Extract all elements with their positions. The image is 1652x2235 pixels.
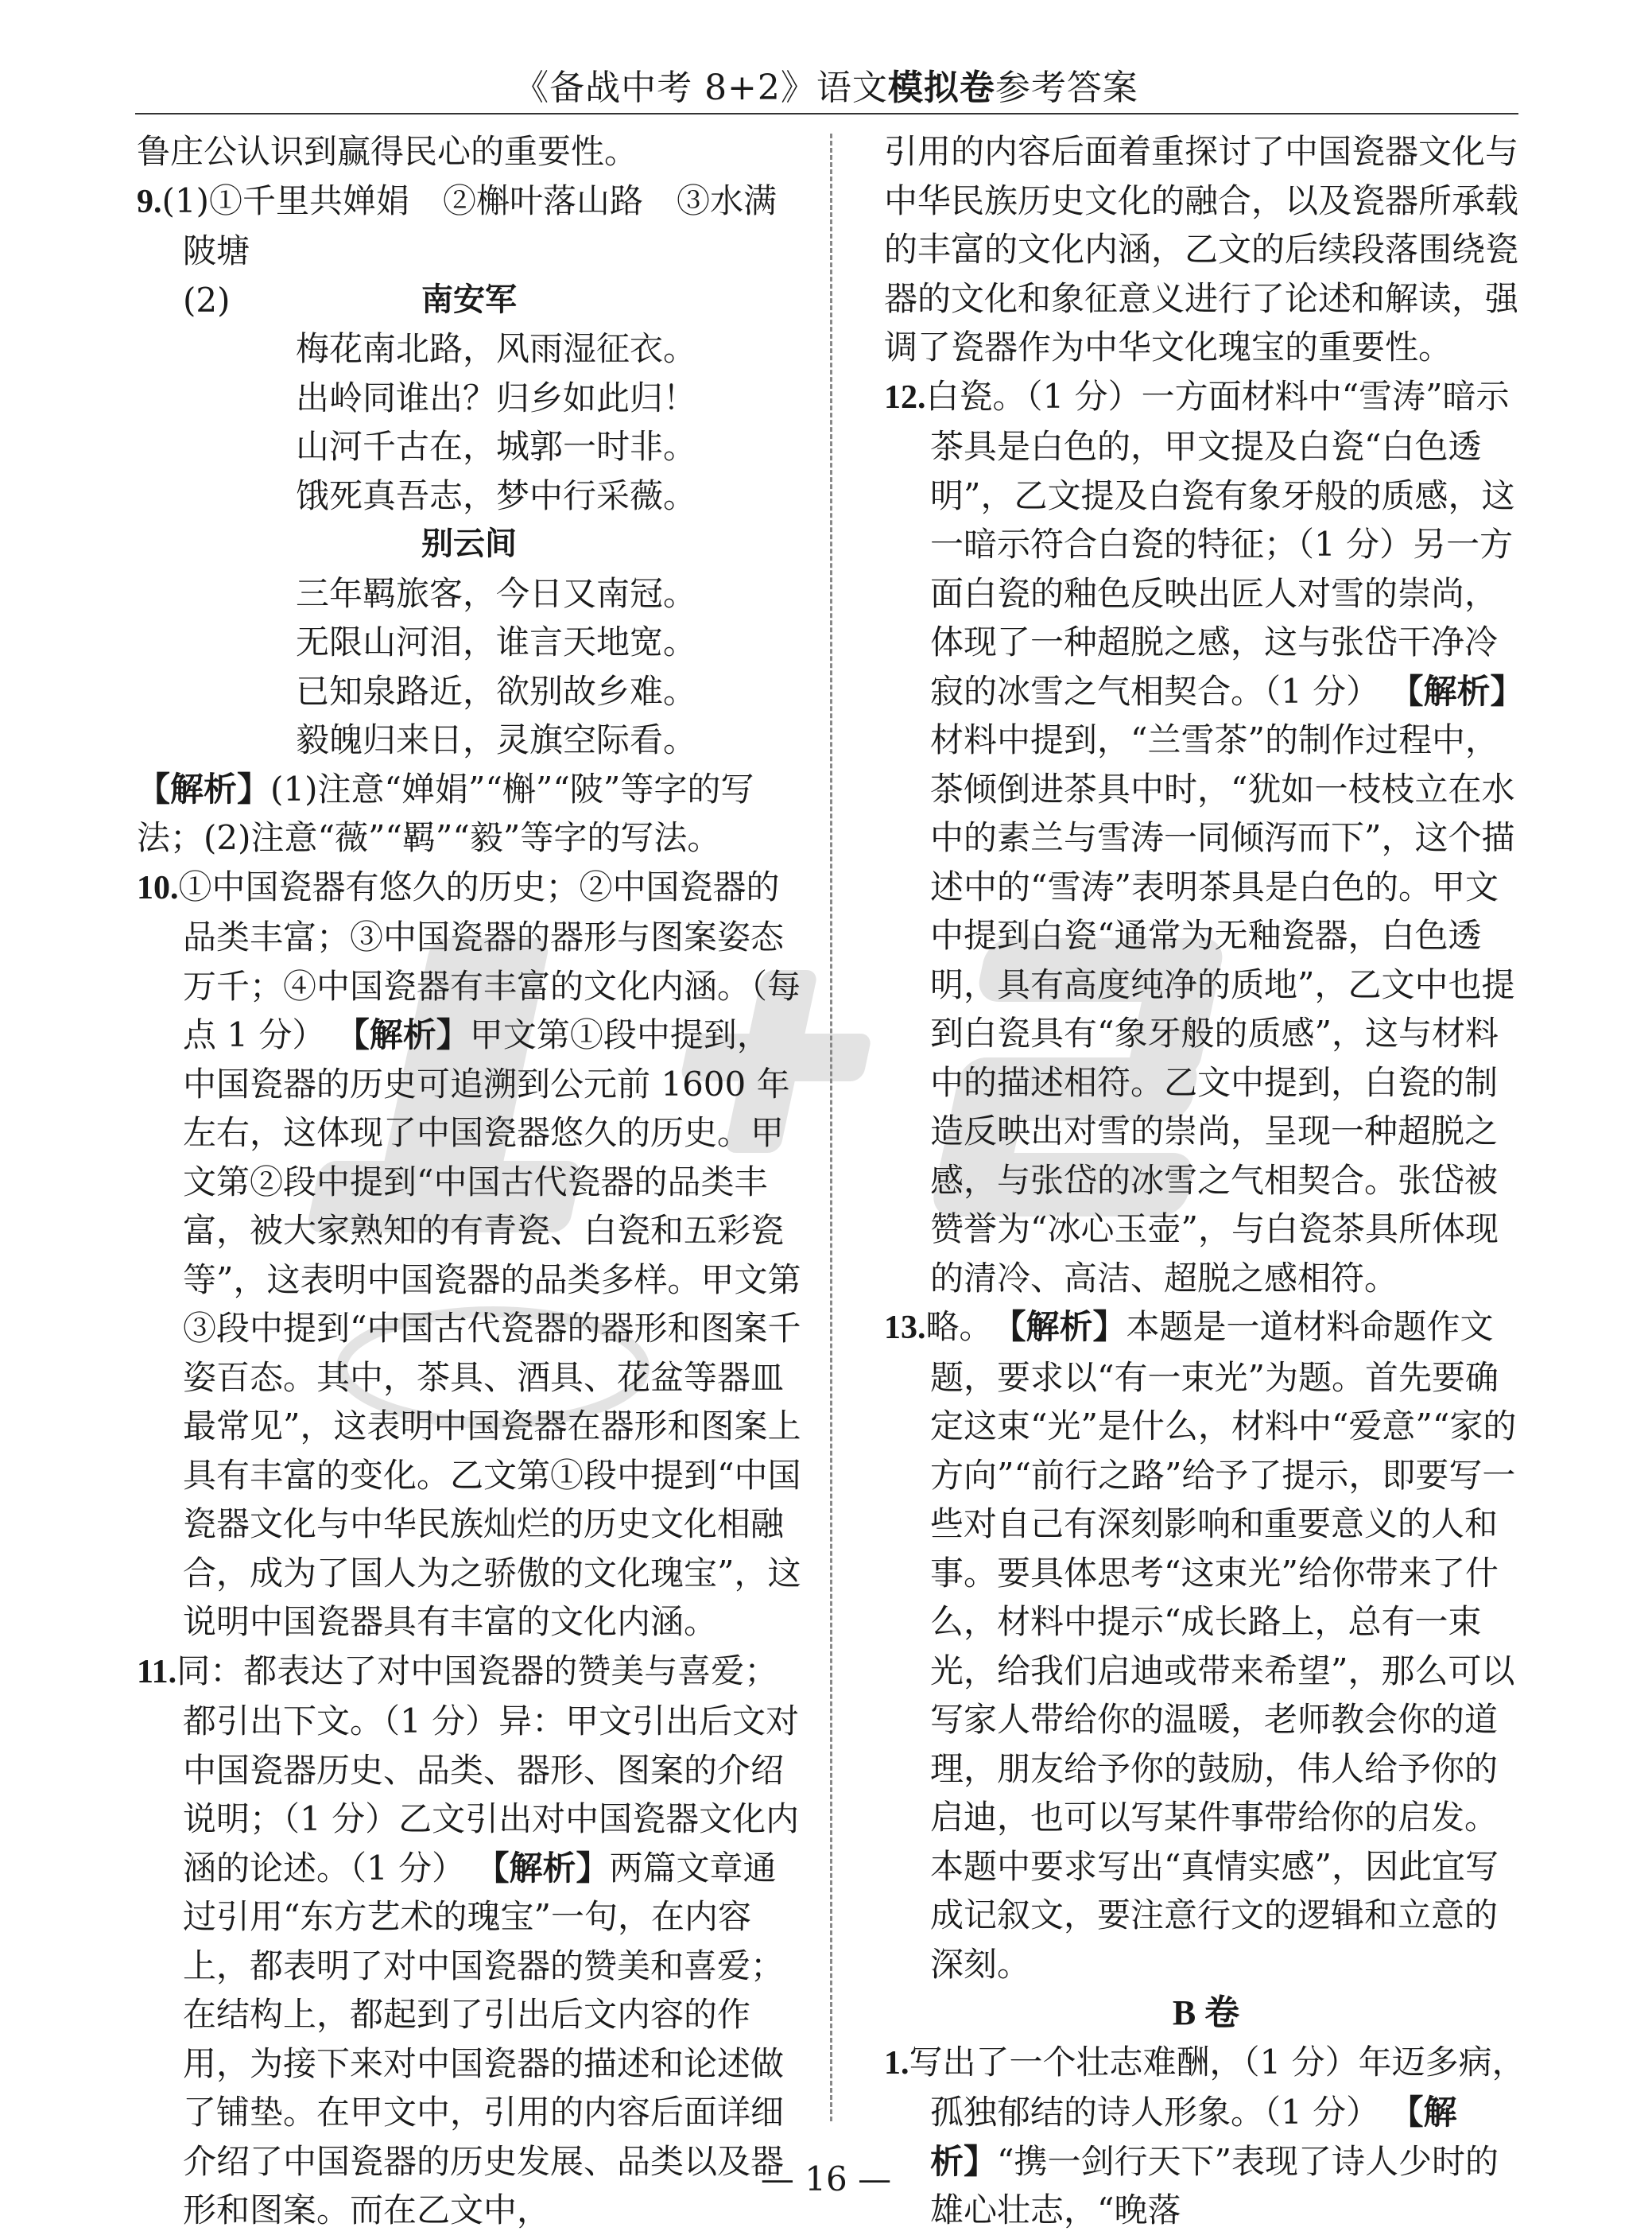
poem-line: 饿死真吾志，梦中行采薇。 — [296, 475, 697, 515]
poem-line: 出岭同谁出？归乡如此归！ — [296, 378, 697, 417]
poem-title: 南安军 — [421, 281, 517, 318]
analysis-text: 本题是一道材料命题作文题，要求以“有一束光”为题。首先要确定这束“光”是什么，材料中“爱意”“家的方向”“前行之路”给予了提示，即要写一些对自己有深刻影响和重要意义的人和事。要具体思考“这束光”给你带来了什么，材料中提示“成长路上，总有一束光，给我们启迪或带来希望”，那么可以写家人带给你的温暖，老师教会你的道理，朋友给予你的鼓励，伟人给予你的启迪，也可以写某件事带给你的启发。本题中要求写出“真情实感”，因此宜写成记叙文，要注意行文的逻辑和立意的深刻。 — [930, 1307, 1517, 1984]
question-13 — [884, 1302, 1528, 1989]
analysis-label: 【解析】 — [137, 769, 271, 809]
sub-label: (2) — [183, 280, 231, 320]
poem-line: 山河千古在，城郭一时非。 — [296, 427, 697, 466]
question-number: 9. — [137, 183, 162, 220]
analysis-label: 【解析】 — [1009, 1307, 1127, 1346]
analysis-label: 【解析】 — [930, 2093, 1457, 2181]
answer-text: 写出了一个壮志难酬，（1 分）年迈多病，孤独郁结的诗人形象。（1 分） — [909, 2042, 1526, 2132]
poem-line: 毅魄归来日，灵旗空际看。 — [296, 720, 697, 759]
question-9 — [137, 177, 801, 863]
poem-line: 三年羁旅客，今日又南冠。 — [296, 573, 697, 613]
analysis-text: (1)注意“婵娟”“槲”“陂”等字的写法；(2)注意“薇”“羁”“毅”等字的写法。 — [137, 769, 754, 857]
poem-title: 别云间 — [421, 526, 517, 562]
question-11 — [137, 1647, 801, 2235]
answer-text: 略。 — [925, 1307, 976, 1346]
analysis-label: 【解析】 — [475, 1848, 610, 1888]
poem-line: 梅花南北路，风雨湿征衣。 — [296, 329, 697, 368]
page-number: — 16 — — [760, 2159, 892, 2198]
answer-text: 同：都表达了对中国瓷器的赞美与喜爱；都引出下文。（1 分）异：甲文引出后文对中国瓷器历史、品类、器形、图案的介绍说明；（1 分）乙文引出对中国瓷器文化内涵的论述。（1 分） — [176, 1651, 800, 1888]
answer-text: ①中国瓷器有悠久的历史；②中国瓷器的品类丰富；③中国瓷器的器形与图案姿态万千；④中国瓷器有丰富的文化内涵。（每点 1 分） — [178, 867, 801, 1054]
answer-text: (1)①千里共婵娟 ②槲叶落山路 ③水满陂塘 — [161, 180, 777, 270]
question-number: 1. — [884, 2044, 909, 2082]
poem-line: 无限山河泪，谁言天地宽。 — [296, 623, 697, 662]
question-b1 — [884, 2038, 1528, 2235]
page-header — [0, 0, 1652, 119]
analysis-text: 材料中提到，“兰雪茶”的制作过程中，茶倾倒进茶具中时，“犹如一枝枝立在水中的素兰与雪涛一同倾泻而下”，这个描述中的“雪涛”表明茶具是白色的。甲文中提到白瓷“通常为无釉瓷器，白色透明，具有高度纯净的质地”，乙文中也提到白瓷具有“象牙般的质感”，这与材料中的描述相符。乙文中提到，白瓷的制造反映出对雪的崇尚，呈现一种超脱之感，与张岱的冰雪之气相契合。张岱被赞誉为“冰心玉壶”，与白瓷茶具所体现的清冷、高洁、超脱之感相符。 — [930, 720, 1515, 1298]
continued-answer: 鲁庄公认识到赢得民心的重要性。 — [137, 132, 638, 171]
question-number: 13. — [884, 1310, 926, 1346]
analysis-text: “携一剑行天下”表现了诗人少时的雄心壮志，“晚落 — [930, 2141, 1499, 2229]
question-12 — [884, 372, 1528, 1303]
analysis-text: 两篇文章通过引用“东方艺术的瑰宝”一句，在内容上，都表明了对中国瓷器的赞美和喜爱；在结构上，都起到了引出后文内容的作用，为接下来对中国瓷器的描述和论述做了铺垫。在甲文中，引用的内容后面详细介绍了中国瓷器的历史发展、品类以及器形和图案。而在乙文中， — [183, 1848, 785, 2229]
header-title: 《备战中考 8+2》语文模拟卷参考答案 — [514, 68, 1138, 108]
question-number: 10. — [137, 869, 179, 906]
question-number: 11. — [137, 1653, 177, 1690]
analysis-text: 甲文第①段中提到，中国瓷器的历史可追溯到公元前 1600 年左右，这体现了中国瓷器悠久的历史。甲文第②段中提到“中国古代瓷器的品类丰富，被大家熟知的有青瓷、白瓷和五彩瓷等”，这表明中国瓷器的品类多样。甲文第③段中提到“中国古代瓷器的器形和图案千姿百态。其中，茶具、酒具、花盆等器皿最常见”，这表明中国瓷器在器形和图案上具有丰富的变化。乙文第①段中提到“中国瓷器文化与中华民族灿烂的历史文化相融合，成为了国人为之骄傲的文化瑰宝”，这说明中国瓷器具有丰富的文化内涵。 — [183, 1015, 801, 1641]
analysis-label: 【解析】 — [1390, 671, 1524, 711]
header-rule — [135, 113, 1518, 114]
poem-line: 已知泉路近，欲别故乡难。 — [296, 671, 697, 711]
column-divider — [830, 134, 832, 2121]
analysis-label: 【解析】 — [335, 1015, 470, 1054]
question-10 — [137, 863, 801, 1647]
continued-answer: 引用的内容后面着重探讨了中国瓷器文化与中华民族历史文化的融合，以及瓷器所承载的丰富的文化内涵，乙文的后续段落围绕瓷器的文化和象征意义进行了论述和解读，强调了瓷器作为中华文化瑰宝的重要性。 — [884, 132, 1519, 367]
left-column — [137, 127, 801, 2235]
right-column — [884, 127, 1528, 2235]
answer-text: 白瓷。（1 分）一方面材料中“雪涛”暗示茶具是白色的，甲文提及白瓷“白色透明”，乙文提及白瓷有象牙般的质感，这一暗示符合白瓷的特征；（1 分）另一方面白瓷的釉色反映出匠人对雪的崇尚，体现了一种超脱之感，这与张岱干净冷寂的冰雪之气相契合。（1 分） — [925, 376, 1515, 711]
section-b-title: B 卷 — [1172, 1993, 1240, 2032]
question-number: 12. — [884, 378, 926, 416]
